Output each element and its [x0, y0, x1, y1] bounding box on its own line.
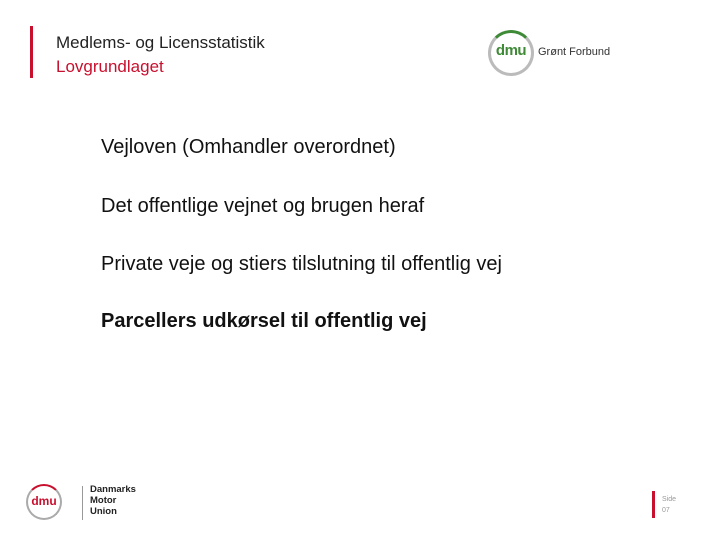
- logo-mark-text: dmu: [31, 494, 57, 508]
- logo-name: [90, 484, 136, 517]
- logo-mark-text: dmu: [495, 42, 527, 59]
- slide-number: 07: [662, 507, 670, 514]
- logo-divider: [82, 486, 83, 520]
- logo-name-line: Union: [90, 506, 117, 517]
- header-accent-bar: [30, 26, 33, 78]
- logo-name-line: Danmarks: [90, 484, 136, 495]
- dmu-danmarks-motor-union-logo: [26, 484, 156, 524]
- logo-name-line: Motor: [90, 495, 117, 506]
- dmu-gront-forbund-logo: [488, 30, 628, 80]
- logo-name: Grønt Forbund: [538, 46, 611, 58]
- bullet-item: Private veje og stiers tilslutning til offentlig vej: [101, 253, 502, 275]
- bullet-item: Det offentlige vejnet og brugen heraf: [101, 195, 425, 217]
- page-title: Medlems- og Licensstatistik: [56, 33, 265, 52]
- footer-accent-bar: [652, 491, 655, 518]
- bullet-item: Parcellers udkørsel til offentlig vej: [101, 310, 427, 332]
- page-subtitle: Lovgrundlaget: [56, 57, 164, 76]
- slide-label: Side: [662, 496, 677, 503]
- bullet-item: Vejloven (Omhandler overordnet): [101, 136, 396, 158]
